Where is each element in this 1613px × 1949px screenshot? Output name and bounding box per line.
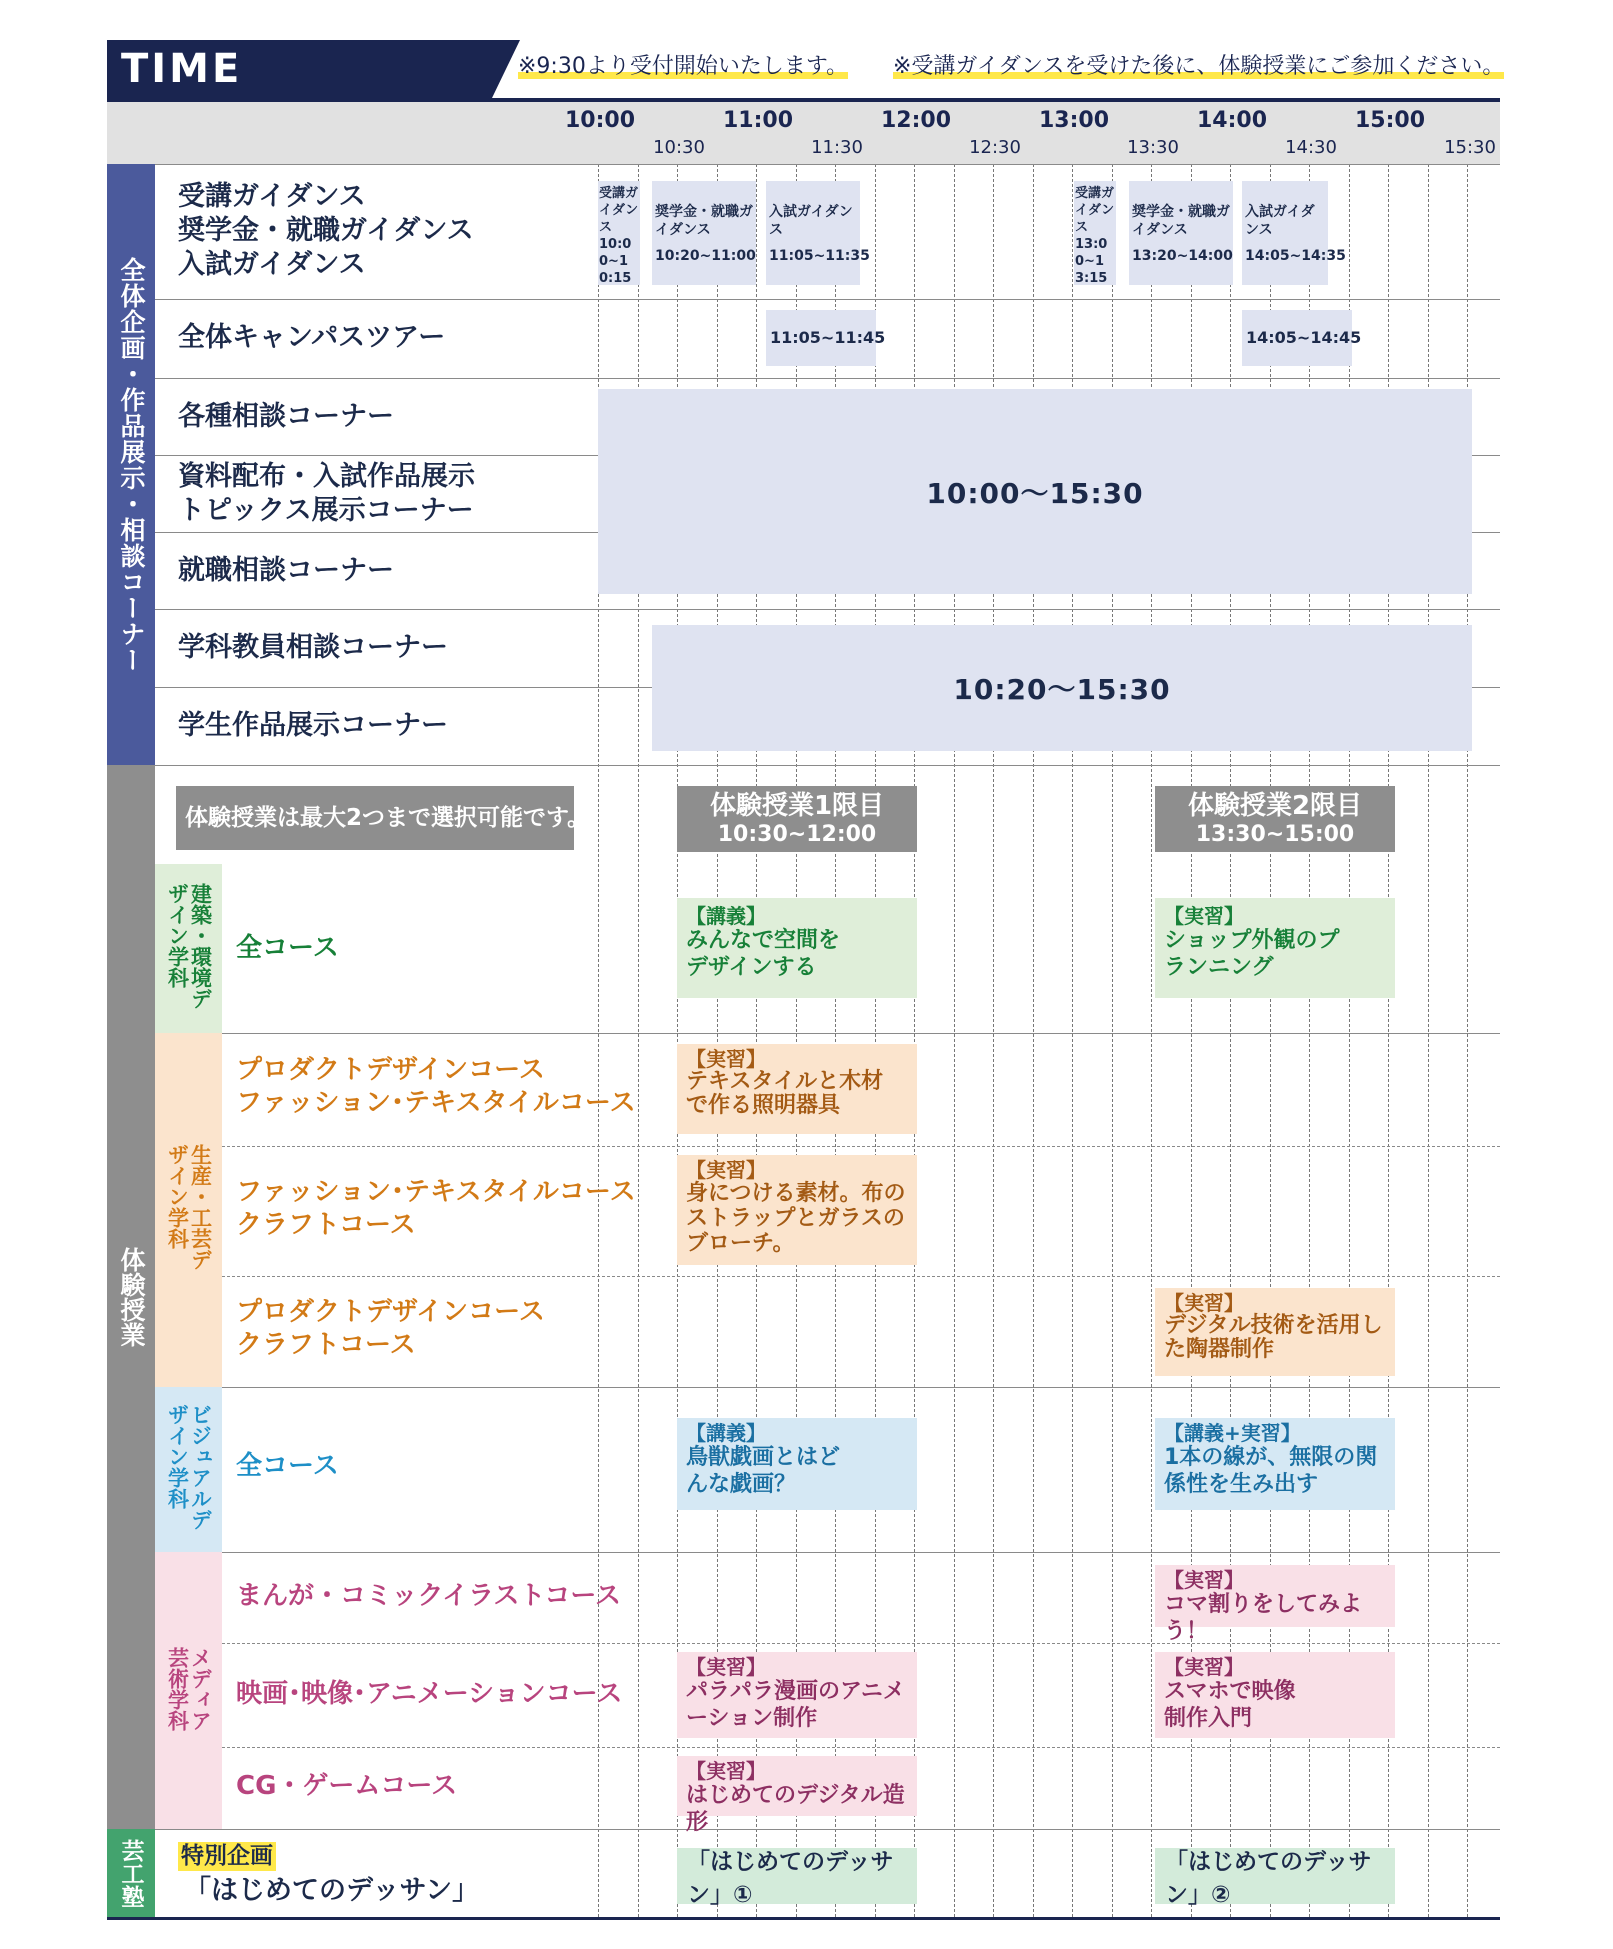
guidance-block: 入試ガイダンス 14:05~14:35 xyxy=(1242,181,1328,285)
row-label-job: 就職相談コーナー xyxy=(178,555,394,586)
course-label: ファッション･テキスタイルコース クラフトコース xyxy=(236,1177,636,1240)
row-divider-dashed xyxy=(222,1747,1500,1748)
row-label-student-works: 学生作品展示コーナー xyxy=(178,710,448,741)
class-card[interactable]: 【実習】 デジタル技術を活用した陶器制作 xyxy=(1155,1288,1395,1376)
row-label-guidance: 受講ガイダンス 奨学金・就職ガイダンス 入試ガイダンス xyxy=(178,181,474,280)
course-label: 映画･映像･アニメーションコース xyxy=(236,1679,623,1709)
special-tag: 特別企画 xyxy=(178,1842,276,1871)
row-divider xyxy=(155,164,1500,165)
range-block-exhibit: 10:20〜15:30 xyxy=(652,625,1472,751)
section-band-geikoujuku: 芸工塾 xyxy=(107,1829,155,1917)
guidance-block: 受講ガイダンス 13:00~13:15 xyxy=(1074,181,1116,285)
row-divider-dashed xyxy=(222,1276,1500,1277)
dept-label-architecture: 建築・環境デザイン学科 xyxy=(155,864,222,1033)
bottom-rule xyxy=(107,1917,1500,1920)
row-divider xyxy=(155,378,1500,379)
class-card[interactable]: 【実習】 はじめてのデジタル造形 xyxy=(677,1756,917,1816)
dept-label-visual: ビジュアルデザイン学科 xyxy=(155,1387,222,1552)
page-title: TIME xyxy=(107,40,492,98)
time-label: 12:00 xyxy=(880,108,952,133)
row-divider xyxy=(155,1552,1500,1553)
course-label: プロダクトデザインコース ファッション･テキスタイルコース xyxy=(236,1055,636,1118)
row-label-materials: 資料配布・入試作品展示 トピックス展示コーナー xyxy=(178,461,475,526)
class-card[interactable]: 【実習】 ショップ外観のプランニング xyxy=(1155,898,1395,998)
course-label: プロダクトデザインコース クラフトコース xyxy=(236,1297,545,1360)
period-header-1: 体験授業1限目 10:30~12:00 xyxy=(677,786,917,852)
title-tab-corner xyxy=(492,40,520,98)
special-title: 「はじめてのデッサン」 xyxy=(184,1875,480,1906)
row-divider-dashed xyxy=(222,1146,1500,1147)
row-label-faculty: 学科教員相談コーナー xyxy=(178,632,448,663)
class-card[interactable]: 【講義】 鳥獣戯画とはどんな戯画？ xyxy=(677,1418,917,1510)
time-label-half: 10:30 xyxy=(653,137,705,158)
time-label-half: 13:30 xyxy=(1127,137,1179,158)
section-band-general: 全体企画・作品展示・相談コーナー xyxy=(107,164,155,765)
class-card[interactable]: 【実習】 パラパラ漫画のアニメーション制作 xyxy=(677,1652,917,1738)
course-label: 全コース xyxy=(236,933,339,963)
guidance-block: 入試ガイダンス 11:05~11:35 xyxy=(766,181,860,285)
dept-label-production: 生産・工芸デザイン学科 xyxy=(155,1033,222,1387)
guidance-block: 奨学金・就職ガイダンス 10:20~11:00 xyxy=(652,181,756,285)
row-label-campus-tour: 全体キャンパスツアー xyxy=(178,322,446,353)
selection-note: 体験授業は最大2つまで選択可能です。 xyxy=(176,786,574,850)
time-label: 14:00 xyxy=(1196,108,1268,133)
row-divider xyxy=(155,1033,1500,1034)
class-card[interactable]: 【実習】 テキスタイルと木材で作る照明器具 xyxy=(677,1044,917,1134)
tour-block: 11:05~11:45 xyxy=(766,310,876,366)
class-card[interactable]: 【講義+実習】 1本の線が、無限の関係性を生み出す xyxy=(1155,1418,1395,1510)
section-divider xyxy=(107,765,1500,766)
dept-label-media: メディア芸術学科 xyxy=(155,1552,222,1829)
period-header-2: 体験授業2限目 13:30~15:00 xyxy=(1155,786,1395,852)
class-card[interactable]: 「はじめてのデッサン」① xyxy=(677,1848,917,1904)
time-label-half: 14:30 xyxy=(1285,137,1337,158)
time-label: 13:00 xyxy=(1038,108,1110,133)
class-card[interactable]: 【実習】 身につける素材。布のストラップとガラスのブローチ。 xyxy=(677,1155,917,1265)
section-band-trial-class: 体験授業 xyxy=(107,765,155,1829)
class-card[interactable]: 【実習】 コマ割りをしてみよう！ xyxy=(1155,1565,1395,1627)
notice-reception: ※9:30より受付開始いたします。 xyxy=(518,54,849,79)
course-label: CG・ゲームコース xyxy=(236,1771,458,1801)
row-divider xyxy=(155,1387,1500,1388)
time-label-half: 15:30 xyxy=(1444,137,1496,158)
notice-guidance: ※受講ガイダンスを受けた後に、体験授業にご参加ください。 xyxy=(893,54,1505,79)
range-block-consult: 10:00〜15:30 xyxy=(598,389,1472,594)
course-label: まんが・コミックイラストコース xyxy=(236,1581,622,1611)
tour-block: 14:05~14:45 xyxy=(1242,310,1352,366)
class-card[interactable]: 【講義】 みんなで空間をデザインする xyxy=(677,898,917,998)
course-label: 全コース xyxy=(236,1451,339,1481)
class-card[interactable]: 「はじめてのデッサン」② xyxy=(1155,1848,1395,1904)
time-label-half: 11:30 xyxy=(811,137,863,158)
row-label-consult: 各種相談コーナー xyxy=(178,401,394,432)
class-card[interactable]: 【実習】 スマホで映像制作入門 xyxy=(1155,1652,1395,1738)
row-divider xyxy=(155,299,1500,300)
guidance-block: 受講ガイダンス 10:00~10:15 xyxy=(598,181,640,285)
guidance-block: 奨学金・就職ガイダンス 13:20~14:00 xyxy=(1129,181,1233,285)
time-label: 11:00 xyxy=(722,108,794,133)
time-label: 15:00 xyxy=(1354,108,1426,133)
row-divider xyxy=(155,609,1500,610)
time-label: 10:00 xyxy=(564,108,636,133)
time-label-half: 12:30 xyxy=(969,137,1021,158)
